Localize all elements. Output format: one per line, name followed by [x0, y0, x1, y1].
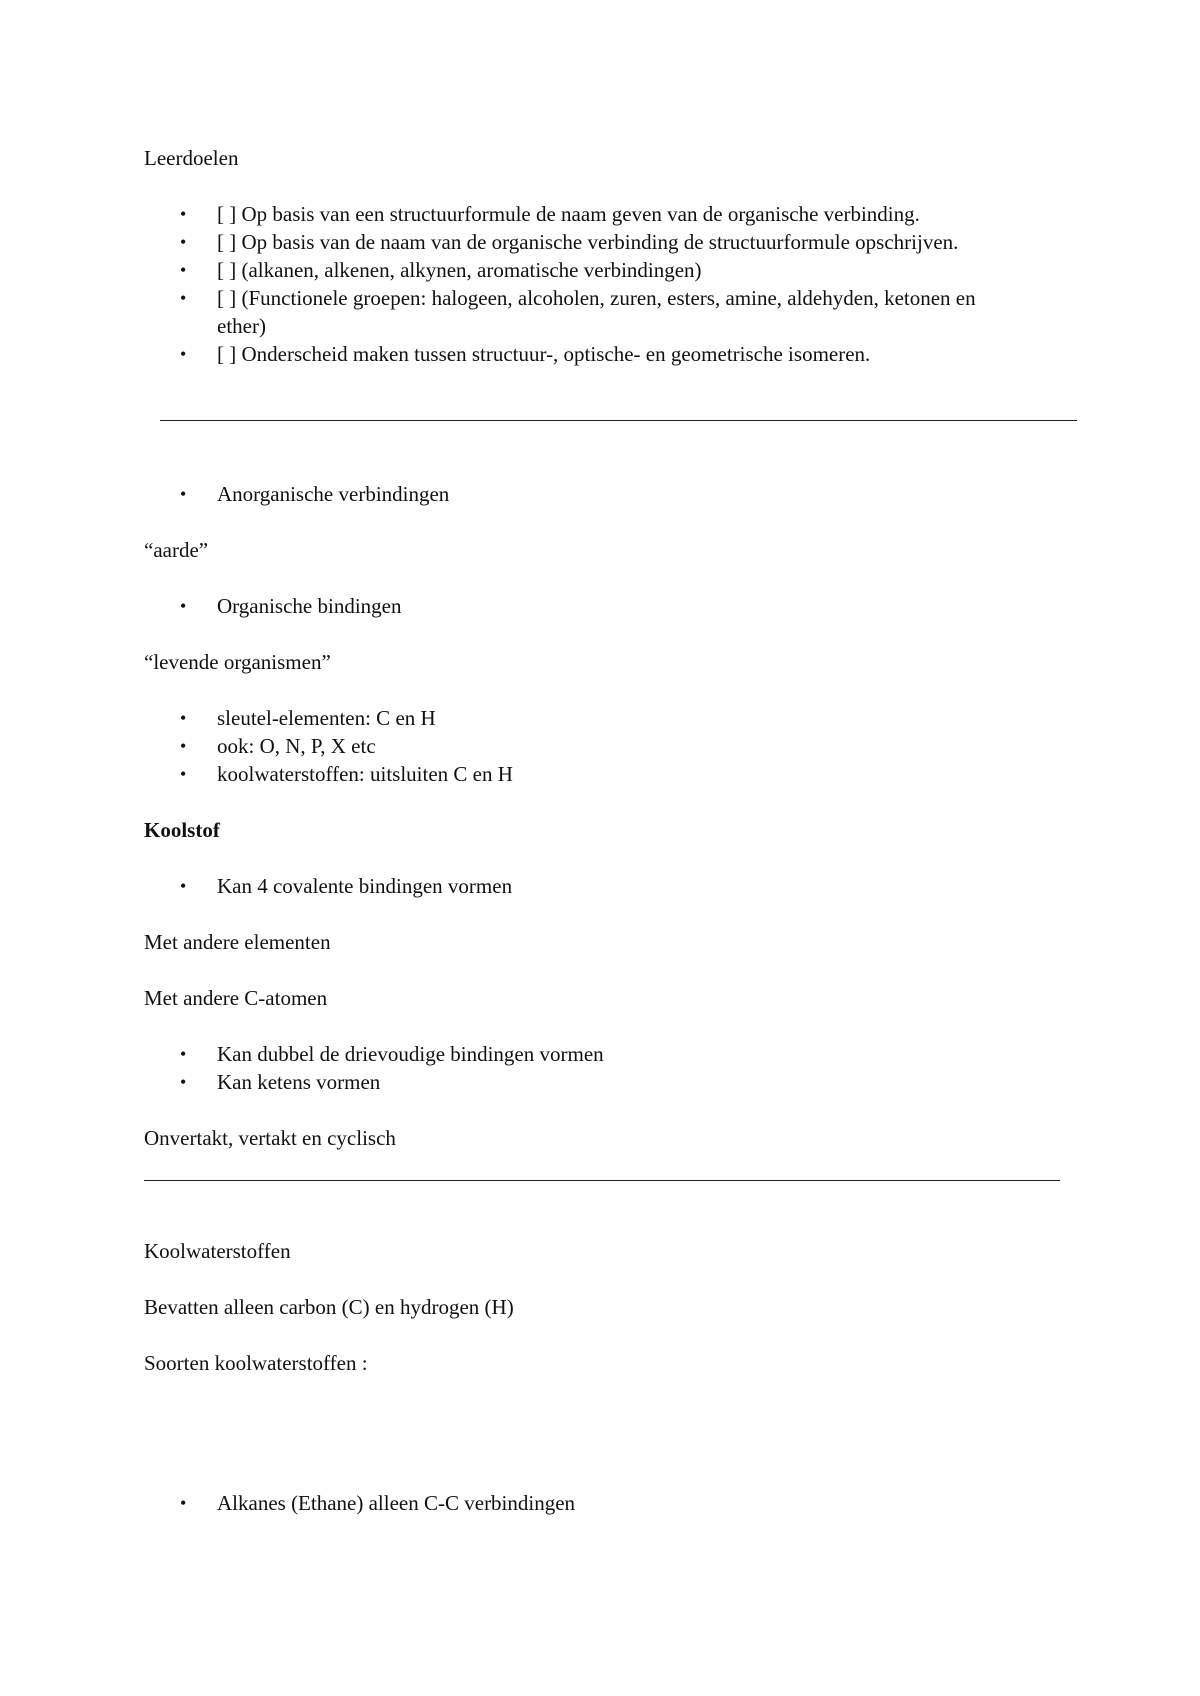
- bullet-icon: •: [180, 232, 187, 252]
- inorganic-list: [144, 480, 1044, 508]
- list-item: [144, 592, 1044, 620]
- list-item: [144, 732, 1044, 760]
- carbon-list: [144, 1040, 1044, 1096]
- list-item: [144, 1040, 1044, 1068]
- learning-goal-text: [ ] (alkanen, alkenen, alkynen, aromatische verbindingen): [217, 258, 702, 282]
- carbon-note-elements: Met andere elementen: [144, 930, 331, 954]
- bullet-icon: •: [180, 204, 187, 224]
- inorganic-item-text: Anorganische verbindingen: [217, 482, 450, 506]
- horizontal-rule: [144, 1180, 1060, 1181]
- organic-item-text: Organische bindingen: [217, 594, 402, 618]
- inorganic-note: “aarde”: [144, 538, 209, 562]
- bullet-icon: •: [180, 1044, 187, 1064]
- bullet-icon: •: [180, 736, 187, 756]
- list-item: [144, 200, 1044, 228]
- bullet-icon: •: [180, 1072, 187, 1092]
- carbon-heading: Koolstof: [144, 818, 220, 842]
- list-item: [144, 284, 997, 340]
- list-item: [144, 1068, 1044, 1096]
- carbon-bond-text: Kan 4 covalente bindingen vormen: [217, 874, 513, 898]
- learning-goal-text: [ ] (Functionele groepen: halogeen, alcoholen, zuren, esters, amine, aldehyden, ketonen en ether): [217, 286, 976, 338]
- hydrocarbons-definition: Bevatten alleen carbon (C) en hydrogen (H): [144, 1295, 514, 1319]
- learning-goal-text: [ ] Op basis van een structuurformule de naam geven van de organische verbinding.: [217, 202, 920, 226]
- learning-goals-list: [144, 200, 1044, 368]
- list-item: [144, 340, 1044, 368]
- bullet-icon: •: [180, 288, 187, 308]
- list-item: [144, 480, 1044, 508]
- elements-item-text: ook: O, N, P, X etc: [217, 734, 376, 758]
- hydrocarbons-heading: Koolwaterstoffen: [144, 1239, 291, 1263]
- carbon-item-text: Kan ketens vormen: [217, 1070, 381, 1094]
- carbon-item-text: Kan dubbel de drievoudige bindingen vormen: [217, 1042, 604, 1066]
- list-item: [144, 704, 1044, 732]
- bullet-icon: •: [180, 1493, 187, 1513]
- learning-goal-text: [ ] Op basis van de naam van de organische verbinding de structuurformule opschrijven.: [217, 230, 959, 254]
- list-item: [144, 256, 1044, 284]
- elements-item-text: koolwaterstoffen: uitsluiten C en H: [217, 762, 513, 786]
- elements-item-text: sleutel-elementen: C en H: [217, 706, 436, 730]
- organic-note: “levende organismen”: [144, 650, 331, 674]
- bullet-icon: •: [180, 596, 187, 616]
- bullet-icon: •: [180, 484, 187, 504]
- alkanes-item-text: Alkanes (Ethane) alleen C-C verbindingen: [217, 1491, 576, 1515]
- carbon-note-atoms: Met andere C-atomen: [144, 986, 328, 1010]
- learning-goal-text: [ ] Onderscheid maken tussen structuur-, optische- en geometrische isomeren.: [217, 342, 871, 366]
- list-item: [144, 872, 1044, 900]
- elements-list: [144, 704, 1044, 788]
- horizontal-rule: [160, 420, 1077, 421]
- list-item: [144, 760, 1044, 788]
- bullet-icon: •: [180, 708, 187, 728]
- organic-list: [144, 592, 1044, 620]
- list-item: [144, 228, 977, 256]
- bullet-icon: •: [180, 344, 187, 364]
- list-item: [144, 1489, 1044, 1517]
- bullet-icon: •: [180, 876, 187, 896]
- learning-goals-title: Leerdoelen: [144, 146, 239, 170]
- carbon-bond-list: [144, 872, 1044, 900]
- hydrocarbons-types-label: Soorten koolwaterstoffen :: [144, 1351, 368, 1375]
- bullet-icon: •: [180, 260, 187, 280]
- alkanes-list: [144, 1489, 1044, 1517]
- bullet-icon: •: [180, 764, 187, 784]
- chain-note: Onvertakt, vertakt en cyclisch: [144, 1126, 396, 1150]
